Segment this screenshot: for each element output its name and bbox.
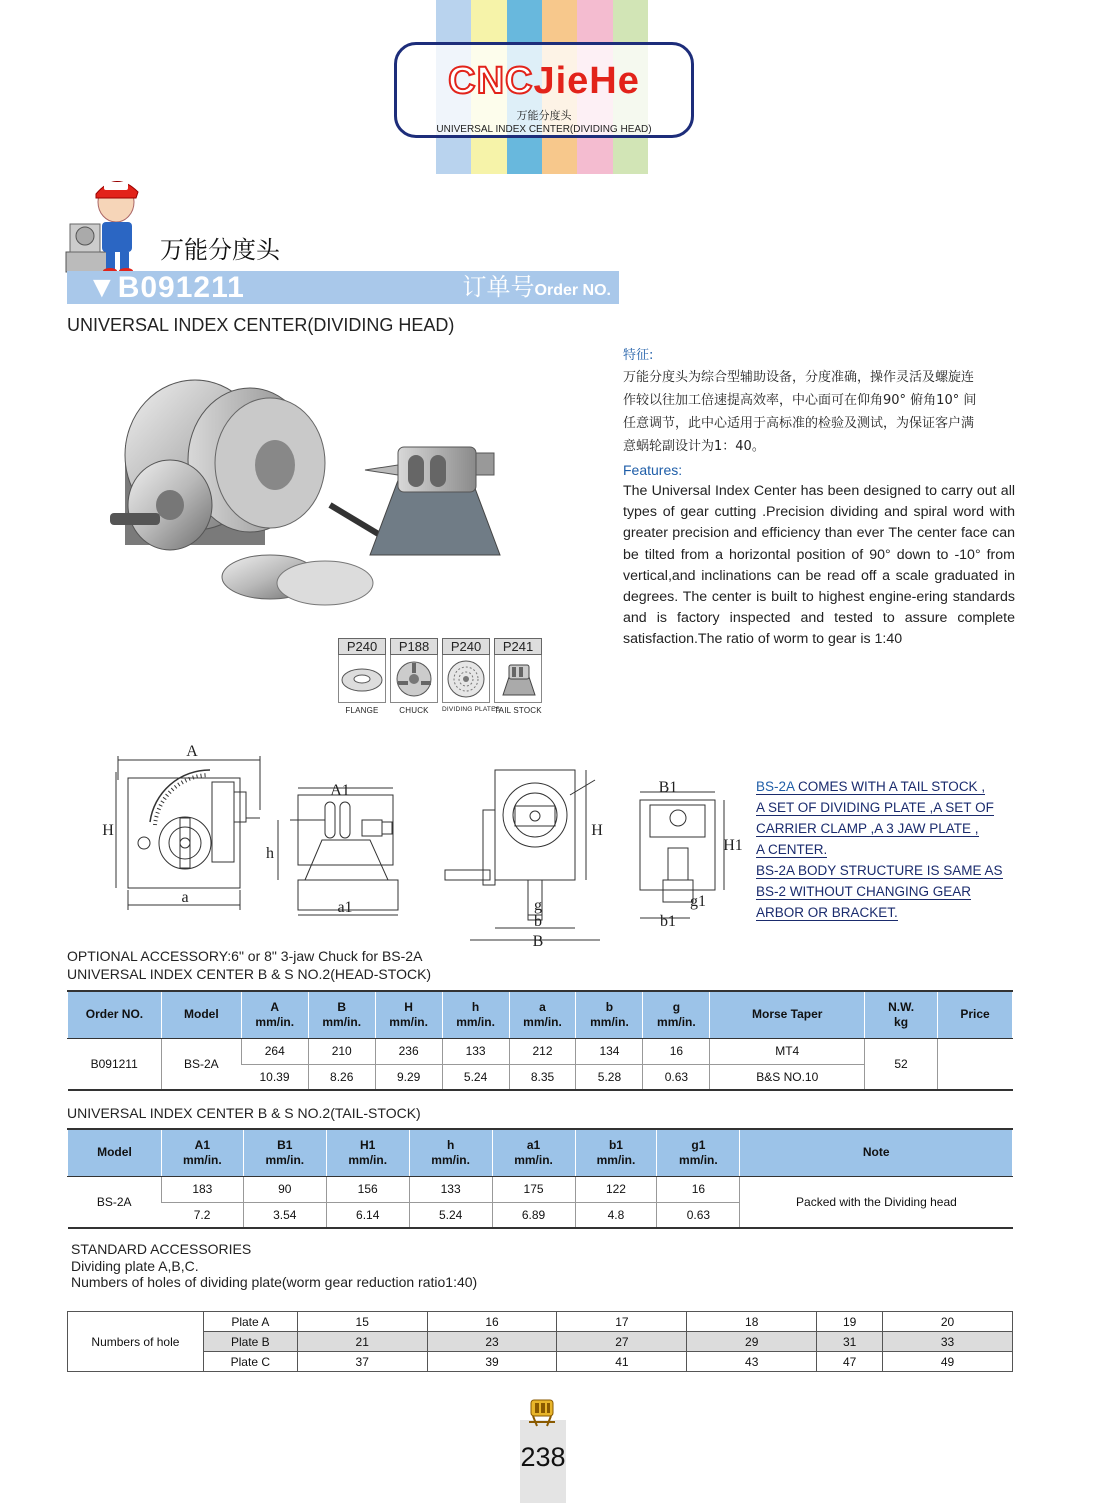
dividing-plate-holes-table [67, 1311, 1013, 1372]
col-header: A mm/in. [241, 991, 308, 1038]
std-acc-line: Dividing plate A,B,C. [71, 1257, 199, 1274]
logo-cnc: CNC [448, 60, 534, 102]
model-cell: BS-2A [68, 1176, 162, 1228]
table-row [68, 1176, 1013, 1202]
order-label [463, 271, 611, 307]
col-header: b mm/in. [576, 991, 643, 1038]
dim-label-B1: B1 [658, 779, 678, 796]
col-header: b1 mm/in. [575, 1129, 657, 1176]
product-photo [100, 355, 510, 615]
accessory-code: P240 [338, 638, 386, 655]
tail-table-caption: UNIVERSAL INDEX CENTER B & S NO.2(TAIL-STOCK) [67, 1105, 421, 1121]
col-header: H1 mm/in. [326, 1129, 409, 1176]
dim-label-H: H [102, 822, 114, 839]
table-cell: 0.63 [657, 1202, 740, 1228]
dim-label-g: g [534, 897, 542, 914]
table-cell: 133 [442, 1038, 509, 1064]
features-cn-line: 任意调节，此中心适用于高标准的检验及测试，为保证客户满 [623, 416, 975, 431]
table-cell: 134 [576, 1038, 643, 1064]
table-cell: 5.24 [409, 1202, 492, 1228]
table-cell: 7.2 [161, 1202, 243, 1228]
table-cell: 183 [161, 1176, 243, 1202]
col-header: N.W. kg [865, 991, 938, 1038]
table-cell: 175 [492, 1176, 575, 1202]
std-acc-heading: STANDARD ACCESSORIES [71, 1241, 252, 1257]
col-header: Order NO. [68, 991, 162, 1038]
accessory-tile[interactable] [390, 638, 438, 715]
table-cell: 33 [883, 1332, 1013, 1352]
note-line-text: A CENTER. [756, 842, 828, 857]
table-cell: 41 [557, 1352, 687, 1372]
product-title: UNIVERSAL INDEX CENTER(DIVIDING HEAD) [67, 315, 455, 335]
table-cell: 29 [687, 1332, 817, 1352]
table-row [68, 1312, 1013, 1332]
dim-label-A: A [186, 743, 198, 760]
dim-label-H1: H1 [723, 837, 743, 854]
features-cn-text [623, 366, 1015, 458]
table-cell: 5.24 [442, 1064, 509, 1090]
table-header-row [68, 991, 1013, 1038]
table-row [68, 1352, 1013, 1372]
table-cell: 264 [241, 1038, 308, 1064]
note-line [756, 902, 1026, 923]
table-cell: 6.89 [492, 1202, 575, 1228]
table-cell: 4.8 [575, 1202, 657, 1228]
table-cell: 31 [817, 1332, 883, 1352]
table-cell: 212 [509, 1038, 576, 1064]
table-row [68, 1038, 1013, 1064]
table-cell: 16 [657, 1176, 740, 1202]
table-cell: 5.28 [576, 1064, 643, 1090]
std-acc-line: Numbers of holes of dividing plate(worm gear reduction ratio1:40) [71, 1274, 478, 1290]
table-cell: 122 [575, 1176, 657, 1202]
accessory-tile[interactable] [338, 638, 386, 715]
col-header: B mm/in. [308, 991, 375, 1038]
table-cell: 6.14 [326, 1202, 409, 1228]
table-cell: 90 [243, 1176, 326, 1202]
table-cell: 39 [427, 1352, 557, 1372]
order-label-en: Order NO. [534, 282, 611, 299]
table-cell: 23 [427, 1332, 557, 1352]
accessory-code: P240 [442, 638, 490, 655]
table-cell: 133 [409, 1176, 492, 1202]
col-header: Price [938, 991, 1013, 1038]
table-cell: 210 [308, 1038, 375, 1064]
page-number: 238 [520, 1442, 566, 1472]
head-table-caption: UNIVERSAL INDEX CENTER B & S NO.2(HEAD-STOCK) [67, 966, 432, 982]
table-cell: 47 [817, 1352, 883, 1372]
col-header: Note [740, 1129, 1013, 1176]
optional-accessory: OPTIONAL ACCESSORY:6" or 8" 3-jaw Chuck for BS-2A [67, 948, 423, 964]
note-line-text: A SET OF DIVIDING PLATE ,A SET OF [756, 800, 994, 815]
table-cell: MT4 [710, 1038, 865, 1064]
table-header-row [68, 1129, 1013, 1176]
head-stock-table [67, 990, 1013, 1091]
note-line [756, 881, 1026, 902]
col-header: g1 mm/in. [657, 1129, 740, 1176]
accessory-name: FLANGE [345, 706, 379, 715]
table-cell: 8.35 [509, 1064, 576, 1090]
mascot-icon [66, 172, 146, 274]
col-header: h mm/in. [442, 991, 509, 1038]
accessory-name: CHUCK [399, 706, 429, 715]
order-code: ▼B091211 [87, 271, 245, 304]
dim-label-g1: g1 [690, 893, 706, 910]
table-cell: 3.54 [243, 1202, 326, 1228]
col-header: Model [68, 1129, 162, 1176]
note-model: BS-2A [756, 779, 795, 794]
note-line-text: CARRIER CLAMP ,A 3 JAW PLATE , [756, 821, 979, 836]
col-header: Model [161, 991, 241, 1038]
table-cell: 236 [375, 1038, 442, 1064]
table-cell: 9.29 [375, 1064, 442, 1090]
table-row [68, 1332, 1013, 1352]
logo-subtitle-en: UNIVERSAL INDEX CENTER(DIVIDING HEAD) [436, 124, 652, 135]
chuck-mascot-icon [525, 1396, 559, 1430]
note-line-text: ARBOR OR BRACKET. [756, 905, 898, 920]
col-header: g mm/in. [643, 991, 710, 1038]
table-cell: 8.26 [308, 1064, 375, 1090]
table-cell: 18 [687, 1312, 817, 1332]
table-cell: 19 [817, 1312, 883, 1332]
order-no-cell: B091211 [68, 1038, 162, 1090]
col-header: H mm/in. [375, 991, 442, 1038]
table-cell: 15 [297, 1312, 427, 1332]
dim-label-A1: A1 [330, 782, 350, 799]
price-cell [938, 1038, 1013, 1090]
note-line [756, 860, 1026, 881]
dim-label-a: a [181, 889, 189, 906]
table-cell: 20 [883, 1312, 1013, 1332]
model-cell: BS-2A [161, 1038, 241, 1090]
features-cn-line: 万能分度头为综合型辅助设备，分度准确，操作灵活及螺旋连 [623, 370, 975, 385]
col-header: Morse Taper [710, 991, 865, 1038]
note-line-text: BS-2A BODY STRUCTURE IS SAME AS [756, 863, 1003, 878]
title-cn: 万能分度头 [160, 236, 280, 264]
flange-icon [338, 655, 386, 703]
note-line-text: COMES WITH A TAIL STOCK , [794, 779, 986, 794]
weight-cell: 52 [865, 1038, 938, 1090]
table-cell: 16 [427, 1312, 557, 1332]
table-cell: B&S NO.10 [710, 1064, 865, 1090]
accessory-tile[interactable] [494, 638, 542, 715]
chuck-icon [390, 655, 438, 703]
standard-accessories [71, 1241, 477, 1291]
features-en-text: The Universal Index Center has been designed to carry out all types of gear cutting .Precision dividing and spiral word with greater precision and efficiency than ever The center face can be tilted from a horizontal position of 90° down to -10° from vertical,and inclinations can be read off a scale graduated in degrees. The center is built to highest engine-ering standards and is factory inspected and tested to assure complete satisfaction.The ratio of worm to gear is 1:40 [623, 483, 1015, 648]
note-line [756, 839, 1026, 860]
accessory-tile[interactable] [442, 638, 501, 713]
logo-jiehe: JieHe [533, 60, 640, 102]
features-en-heading: Features: [623, 462, 683, 478]
note-line-text: BS-2 WITHOUT CHANGING GEAR [756, 884, 972, 899]
table-cell: 21 [297, 1332, 427, 1352]
note-line [756, 776, 1026, 797]
table-cell: 156 [326, 1176, 409, 1202]
row-label: Numbers of hole [68, 1312, 204, 1372]
logo-subtitle-cn: 万能分度头 [516, 109, 572, 122]
table-cell: 43 [687, 1352, 817, 1372]
dim-label-b1: b1 [660, 913, 676, 930]
dim-label-b: b [534, 913, 542, 930]
brand-logo [394, 42, 694, 138]
plate-name: Plate B [203, 1332, 297, 1352]
technical-drawing [100, 740, 743, 950]
col-header: A1 mm/in. [161, 1129, 243, 1176]
table-cell: 17 [557, 1312, 687, 1332]
dim-label-B: B [532, 933, 544, 950]
dim-label-a1: a1 [337, 899, 353, 916]
package-note [756, 776, 1026, 923]
accessory-tiles [338, 638, 548, 718]
col-header: h mm/in. [409, 1129, 492, 1176]
features-cn-line: 意蜗轮副设计为1：40。 [623, 439, 765, 454]
accessory-code: P188 [390, 638, 438, 655]
plate-name: Plate A [203, 1312, 297, 1332]
note-line [756, 797, 1026, 818]
table-cell: 0.63 [643, 1064, 710, 1090]
dim-label-H: H [591, 822, 603, 839]
col-header: B1 mm/in. [243, 1129, 326, 1176]
col-header: a mm/in. [509, 991, 576, 1038]
dividing-plates-icon [442, 655, 490, 703]
table-cell: 37 [297, 1352, 427, 1372]
order-bar [67, 271, 619, 304]
tail-stock-table [67, 1128, 1013, 1229]
accessory-code: P241 [494, 638, 542, 655]
features-cn-heading: 特征: [623, 348, 654, 363]
plate-name: Plate C [203, 1352, 297, 1372]
order-label-cn: 订单号 [462, 273, 535, 301]
note-cell: Packed with the Dividing head [740, 1176, 1013, 1228]
logo-wordmark [397, 59, 691, 103]
col-header: a1 mm/in. [492, 1129, 575, 1176]
table-cell: 10.39 [241, 1064, 308, 1090]
note-line [756, 818, 1026, 839]
accessory-name: DIVIDING PLATES [442, 706, 501, 713]
features-cn-line: 作较以往加工倍速提高效率，中心面可在仰角90° 俯角10° 间 [623, 393, 977, 408]
table-cell: 16 [643, 1038, 710, 1064]
tail-stock-icon [494, 655, 542, 703]
table-cell: 27 [557, 1332, 687, 1352]
accessory-name: TAIL STOCK [494, 706, 542, 715]
dim-label-h: h [266, 845, 274, 862]
table-cell: 49 [883, 1352, 1013, 1372]
